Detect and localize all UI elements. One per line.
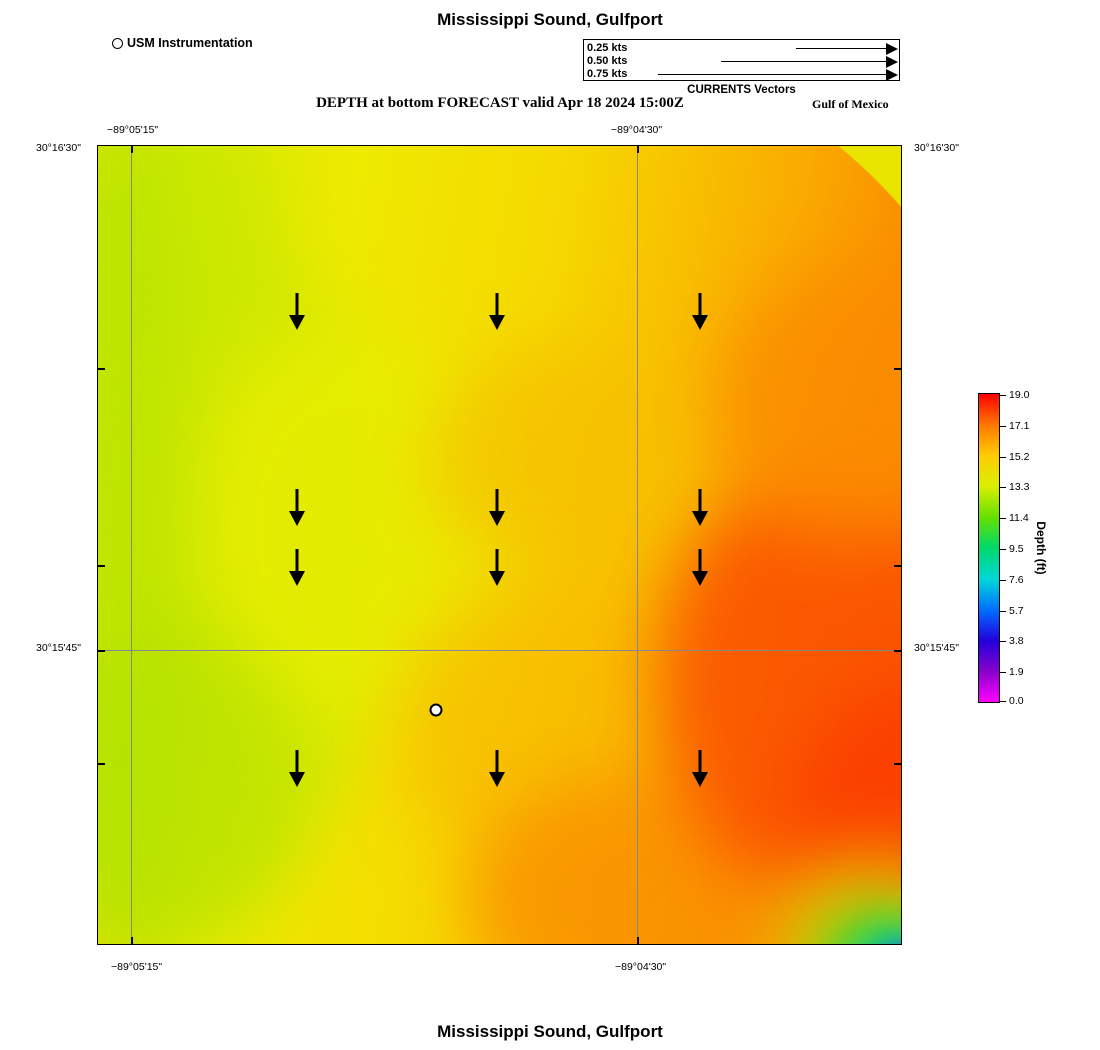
vector-scale-label: 0.75 kts bbox=[587, 68, 628, 80]
colorbar-tick bbox=[1000, 672, 1006, 673]
axis-tick bbox=[894, 763, 901, 765]
colorbar-tick bbox=[1000, 611, 1006, 612]
axis-label-left-top: 30°16'30" bbox=[36, 142, 81, 154]
axis-label-left-bottom: 30°15'45" bbox=[36, 642, 81, 654]
footer-title: Mississippi Sound, Gulfport bbox=[437, 1022, 663, 1041]
graticule-line-horizontal bbox=[98, 650, 901, 651]
page-title: Mississippi Sound, Gulfport bbox=[437, 10, 663, 29]
axis-tick bbox=[98, 650, 105, 652]
axis-tick bbox=[637, 146, 639, 153]
axis-tick bbox=[131, 146, 133, 153]
colorbar-tick-label: 7.6 bbox=[1009, 573, 1024, 586]
colorbar-tick bbox=[1000, 395, 1006, 396]
vector-scale-label: 0.50 kts bbox=[587, 55, 628, 67]
currents-vector-caption: CURRENTS Vectors bbox=[687, 84, 796, 96]
colorbar-tick bbox=[1000, 701, 1006, 702]
colorbar-tick-label: 9.5 bbox=[1009, 543, 1024, 555]
colorbar-tick bbox=[1000, 426, 1006, 427]
region-label: Gulf of Mexico bbox=[812, 97, 889, 111]
colorbar-tick-label: 5.7 bbox=[1009, 604, 1024, 617]
colorbar-tick-label: 13.3 bbox=[1009, 481, 1030, 494]
axis-tick bbox=[894, 650, 901, 652]
vector-scale-label: 0.25 kts bbox=[587, 42, 628, 54]
vector-shaft bbox=[721, 61, 886, 62]
colorbar-tick-label: 1.9 bbox=[1009, 666, 1024, 679]
colorbar-tick-label: 3.8 bbox=[1009, 635, 1024, 648]
colorbar-title: Depth (ft) bbox=[1034, 521, 1048, 575]
colorbar-tick-label: 17.1 bbox=[1009, 419, 1030, 432]
colorbar-tick-label: 19.0 bbox=[1009, 389, 1030, 401]
circle-marker-icon bbox=[112, 38, 123, 49]
vector-scale-row bbox=[584, 41, 899, 55]
depth-heatmap-field bbox=[98, 146, 901, 944]
forecast-subtitle: DEPTH at bottom FORECAST valid Apr 18 2024 15:00Z bbox=[316, 95, 684, 111]
colorbar-gradient bbox=[978, 393, 1000, 703]
vector-shaft bbox=[658, 74, 886, 75]
vector-arrowhead-icon bbox=[886, 43, 898, 55]
colorbar-tick bbox=[1000, 457, 1006, 458]
vector-scale-row bbox=[584, 67, 899, 81]
vector-arrowhead-icon bbox=[886, 69, 898, 81]
vector-scale-row bbox=[584, 54, 899, 68]
colorbar-tick bbox=[1000, 641, 1006, 642]
graticule-line-vertical bbox=[637, 146, 638, 944]
map-canvas[interactable] bbox=[97, 145, 902, 945]
instrumentation-legend bbox=[112, 36, 253, 50]
axis-tick bbox=[637, 937, 639, 944]
field-blob bbox=[428, 346, 708, 576]
vector-shaft bbox=[796, 48, 886, 49]
axis-tick bbox=[894, 565, 901, 567]
axis-tick bbox=[98, 763, 105, 765]
colorbar bbox=[978, 389, 1088, 713]
axis-tick bbox=[131, 937, 133, 944]
vector-arrowhead-icon bbox=[886, 56, 898, 68]
axis-label-bottom-east: −89°04'30" bbox=[615, 961, 667, 973]
colorbar-tick bbox=[1000, 487, 1006, 488]
axis-label-top-west: −89°05'15" bbox=[107, 124, 159, 136]
axis-tick bbox=[98, 368, 105, 370]
axis-label-right-top: 30°16'30" bbox=[914, 142, 959, 154]
axis-tick bbox=[894, 368, 901, 370]
axis-label-right-bottom: 30°15'45" bbox=[914, 642, 959, 654]
instrumentation-legend-label: USM Instrumentation bbox=[127, 36, 253, 50]
currents-vector-legend bbox=[583, 39, 900, 81]
colorbar-tick-label: 0.0 bbox=[1009, 695, 1024, 707]
colorbar-tick-label: 15.2 bbox=[1009, 450, 1030, 463]
axis-tick bbox=[98, 565, 105, 567]
graticule-line-vertical bbox=[131, 146, 132, 944]
colorbar-tick bbox=[1000, 518, 1006, 519]
axis-label-top-east: −89°04'30" bbox=[611, 124, 663, 136]
usm-instrumentation-station-marker[interactable] bbox=[430, 704, 443, 717]
axis-label-bottom-west: −89°05'15" bbox=[111, 961, 163, 973]
colorbar-tick bbox=[1000, 580, 1006, 581]
colorbar-tick-label: 11.4 bbox=[1009, 512, 1029, 525]
colorbar-tick bbox=[1000, 549, 1006, 550]
